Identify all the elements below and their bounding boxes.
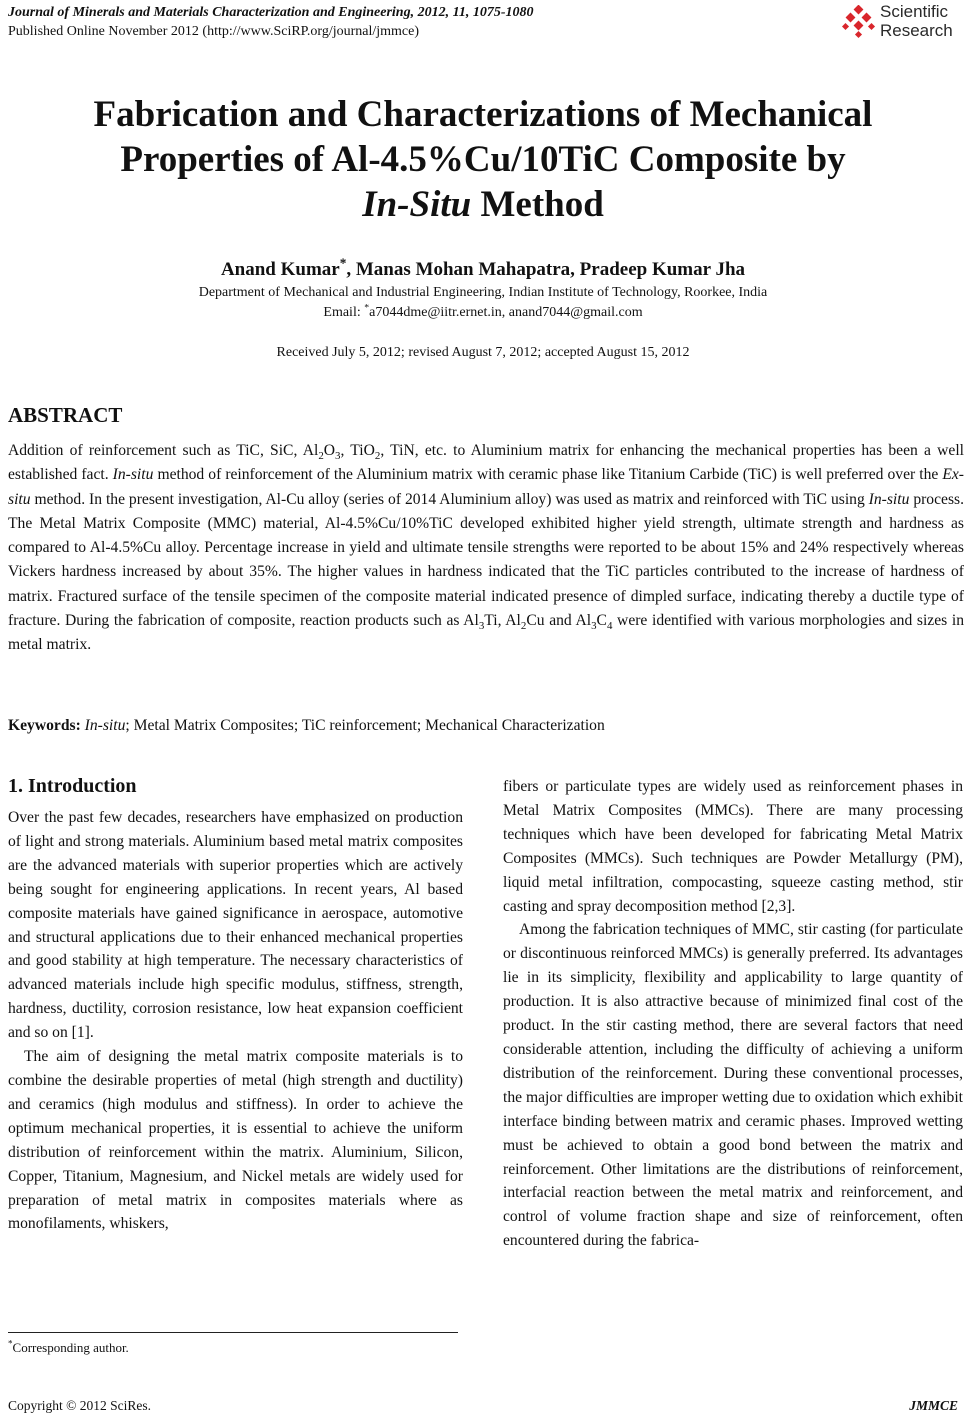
section-heading-introduction: 1. Introduction bbox=[8, 775, 137, 797]
intro-paragraph-2: The aim of designing the metal matrix composite materials is to combine the desirable properties of metal (high strength and ductility) and ceramics (high modulus and stiffness). In order to achieve the optimum mechanical properties, it is essential to achieve the uniform distribution of reinforcement within the matrix. Aluminium, Silicon, Copper, Titanium, Magnesium, and Nickel metals are widely used for preparation of metal matrix in composites materials where as monofilaments, whiskers, bbox=[8, 1048, 463, 1233]
title-italic-part: In-Situ bbox=[362, 184, 472, 225]
footnote-corresponding-author: *Corresponding author. bbox=[8, 1338, 129, 1355]
copyright: Copyright © 2012 SciRes. bbox=[8, 1398, 152, 1413]
scientific-research-logo bbox=[842, 2, 962, 42]
intro-paragraph-1: Over the past few decades, researchers have emphasized on production of light and strong materials. Aluminium based metal matrix composites are the advanced materials with superior properties which are actively being sought for engineering applications. In recent years, Al based composite materials have gained significance in aerospace, automotive and structural applications due to their enhanced mechanical properties and good stability at high temperature. The necessary characteristics of advanced materials include high specific modulus, stiffness, strength, hardness, ductility, corrosion resistance, low heat expansion coefficient and so on [1]. bbox=[8, 809, 463, 1042]
keywords-text: In-situ; Metal Matrix Composites; TiC reinforcement; Mechanical Characterization bbox=[84, 717, 605, 734]
journal-abbrev: JMMCE bbox=[909, 1398, 958, 1413]
intro-paragraph-4: Among the fabrication techniques of MMC, stir casting (for particulate or discontinuous reinforced MMCs) is generally preferred. Its advantages lie in its simplicity, flexibility and applicability to large quantity of production. It is also attractive because of minimized final cost of the product. In the stir casting method, there are several factors that need considerable attention, including the difficulty of achieving a uniform distribution of the reinforcement. During these conventional processes, the major difficulties are improper wetting due to oxidation which exhibit interface binding between matrix and ceramic phases. Improved wetting must be achieved to obtain a good bond between the matrix and reinforcement. Other limitations are the distributions of reinforcement, interfacial reaction between the metal matrix and reinforcement, and control of volume fraction shape and size of reinforcement, often encountered during the fabrica- bbox=[503, 921, 963, 1250]
page-footer bbox=[8, 1398, 958, 1414]
keywords bbox=[8, 717, 964, 735]
abstract-text: Addition of reinforcement such as TiC, SiC, $Al_2O_3$, TiO$_2$, TiN, etc. to Aluminium matrix for enhancing the mechanical properties has been a well established fact. In-situ method of reinforcement of the Aluminium matrix with ceramic phase like Titanium Carbide (TiC) is well preferred over the Ex-situ method. In the present investigation, Al-Cu alloy (series of 2014 Aluminium alloy) was used as matrix and reinforced with TiC using In-situ process. The Metal Matrix Composite (MMC) material, Al-4.5%Cu/10%TiC developed exhibited higher yield strength, ultimate strength and hardness as compared to Al-4.5%Cu alloy. Percentage increase in yield and ultimate tensile strengths were reported to be about 15% and 24% respectively whereas Vickers hardness increased by about 35%. The higher values in hardness indicated that the TiC particles contributed to the increase of hardness of matrix. Fractured surface of the tensile specimen of the composite material indicated presence of dimpled surface, indicating thereby a ductile type of fracture. During the fabrication of composite, reaction products such as $Al_3Ti$, $Al_2Cu$ and $Al_3C_4$ were identified with various morphologies and sizes in metal matrix. bbox=[8, 442, 964, 654]
published-online-line: Published Online November 2012 (http://www.SciRP.org/journal/jmmce) bbox=[8, 24, 420, 39]
abstract-heading: ABSTRACT bbox=[8, 403, 123, 427]
intro-paragraph-3: fibers or particulate types are widely used as reinforcement phases in Metal Matrix Composites (MMCs). There are many processing techniques which have been developed for fabricating Metal Matrix Composites (MMCs). Such techniques are Powder Metallurgy (PM), liquid metal infiltration, compocasting, squeeze casting method, stir casting and spray decomposition method [2,3]. bbox=[503, 778, 963, 915]
scirp-logo-icon bbox=[842, 5, 876, 39]
left-column bbox=[8, 772, 463, 1236]
keywords-label: Keywords: bbox=[8, 717, 81, 734]
received-dates: Received July 5, 2012; revised August 7, 2012; accepted August 15, 2012 bbox=[276, 345, 690, 360]
affiliation: Department of Mechanical and Industrial Engineering, Indian Institute of Technology, Roorkee, India bbox=[198, 285, 768, 300]
author-list: Anand Kumar*, Manas Mohan Mahapatra, Pradeep Kumar Jha bbox=[220, 255, 746, 280]
paper-title: Fabrication and Characterizations of Mechanical Properties of Al-4.5%Cu/10TiC Composite by In-Situ Method bbox=[93, 94, 873, 225]
logo-wordmark: Scientific Research bbox=[880, 2, 953, 40]
journal-citation: Journal of Minerals and Materials Characterization and Engineering, 2012, 11, 1075-1080 bbox=[8, 5, 534, 20]
right-column bbox=[503, 775, 963, 1253]
footnote-divider bbox=[8, 1332, 458, 1333]
journal-header bbox=[8, 3, 708, 41]
author-email: Email: *a7044dme@iitr.ernet.in, anand7044@gmail.com bbox=[323, 302, 643, 320]
